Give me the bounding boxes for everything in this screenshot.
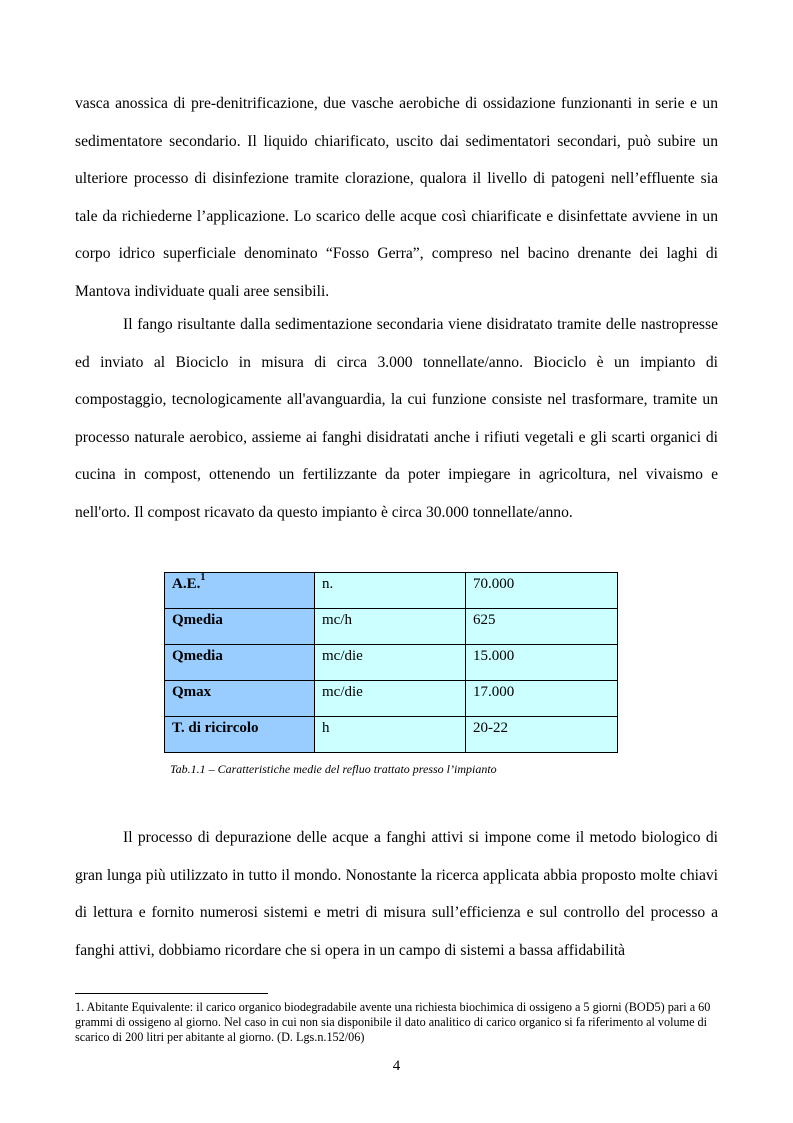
value-cell: 15.000 [466,645,618,681]
param-cell [165,573,315,609]
param-cell: T. di ricircolo [165,717,315,753]
table-row [165,717,618,753]
param-label: A.E. [172,576,201,592]
table-caption: Tab.1.1 – Caratteristiche medie del refluo trattato presso l’impianto [170,762,497,776]
unit-cell: mc/h [315,609,466,645]
param-cell: Qmax [165,681,315,717]
value-cell: 17.000 [466,681,618,717]
value-cell: 625 [466,609,618,645]
value-cell: 70.000 [466,573,618,609]
footnote-ref: 1 [200,572,206,583]
param-cell: Qmedia [165,609,315,645]
table-row [165,681,618,717]
unit-cell: mc/die [315,681,466,717]
param-cell: Qmedia [165,645,315,681]
footnote-divider [75,993,268,994]
table-row [165,609,618,645]
table-row [165,573,618,609]
body-paragraph-2: Il fango risultante dalla sedimentazione secondaria viene disidratato tramite delle nastropresse ed inviato al Biociclo in misura di circa 3.000 tonnellate/anno. Biociclo è un impianto di compostaggio, tecnologicamente all'avanguardia, la cui funzione consiste nel trasformare, tramite un processo naturale aerobico, assieme ai fanghi disidratati anche i rifiuti vegetali e gli scarti organici di cucina in compost, ottenendo un fertilizzante da poter impiegare in agricoltura, nel vivaismo e nell'orto. Il compost ricavato da questo impianto è circa 30.000 tonnellate/anno. [75,316,718,521]
value-cell: 20-22 [466,717,618,753]
unit-cell: mc/die [315,645,466,681]
footnote-text: 1. Abitante Equivalente: il carico organico biodegradabile avente una richiesta biochimica di ossigeno a 5 giorni (BOD5) pari a 60 grammi di ossigeno al giorno. Nel caso in cui non sia disponibile il dato analitico di carico organico si fa riferimento al volume di scarico di 200 litri per abitante al giorno. (D. Lgs.n.152/06) [75,1000,711,1044]
body-paragraph-3: Il processo di depurazione delle acque a fanghi attivi si impone come il metodo biologico di gran lunga più utilizzato in tutto il mondo. Nonostante la ricerca applicata abbia proposto molte chiavi di lettura e fornito numerosi sistemi e metri di misura sull’efficienza e sul controllo del processo a fanghi attivi, dobbiamo ricordare che si opera in un campo di sistemi a bassa affidabilità [75,829,718,959]
plant-characteristics-table [164,572,618,753]
unit-cell: n. [315,573,466,609]
page-number: 4 [392,1058,401,1074]
unit-cell: h [315,717,466,753]
body-paragraph-1: vasca anossica di pre-denitrificazione, due vasche aerobiche di ossidazione funzionanti in serie e un sedimentatore secondario. Il liquido chiarificato, uscito dai sedimentatori secondari, può subire un ulteriore processo di disinfezione tramite clorazione, qualora il livello di patogeni nell’effluente sia tale da richiederne l’applicazione. Lo scarico delle acque così chiarificate e disinfettate avviene in un corpo idrico superficiale denominato “Fosso Gerra”, compreso nel bacino drenante dei laghi di Mantova individuate quali aree sensibili. [75,95,718,300]
table-row [165,645,618,681]
